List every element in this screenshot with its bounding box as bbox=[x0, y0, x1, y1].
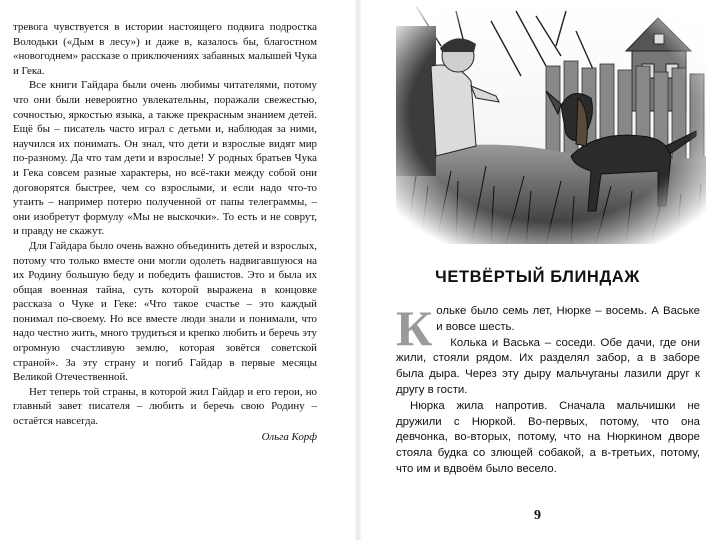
right-paragraph-3: Нюрка жила напротив. Сначала мальчишки не дружили с Нюркой. Во-первых, потому, что она девчонка, во-вторых, потому, что на Нюркином дворе стояла будка со злющей собакой, а в-третьих, потому, что им и вдвоём было весело. bbox=[396, 399, 700, 475]
left-paragraph-4: Нет теперь той страны, в которой жил Гайдар и его герои, но главный завет писателя – любить и беречь свою Родину – остаётся навсегда. bbox=[13, 385, 317, 428]
left-paragraph-1: тревога чувствуется в истории настоящего подвига подростка Володьки («Дым в лесу») и даже в, казалось бы, благостном «новогоднем» рассказе о приключениях забавных малышей Чука и Гека. bbox=[13, 21, 317, 77]
right-text-column bbox=[396, 300, 700, 478]
left-paragraph-2: Все книги Гайдара были очень любимы читателями, потому что они были невероятно увлекательны, поражали свежестью, сочностью, яркостью языка, а также прекрасным знанием детей. Ещё бы – писатель часто играл с детьми и, наблюдая за ними, научился их понимать. Он знал, что дети и взрослые видят мир по-разному. Да что там дети и взрослые! У родных братьев Чука и Гека совсем разные характеры, но всё-таки между собой они договорятся быстрее, чем со взрослыми, и если надо что-то утаить – например потерю полученной от папы телеграммы, – они изобретут формулу «Мы не выскочки». То есть и не соврут, и правду не скажут. bbox=[13, 79, 317, 238]
author-signature: Ольга Корф bbox=[261, 430, 317, 443]
right-paragraph-2: Колька и Васька – соседи. Обе дачи, где они жили, стояли рядом. Их разделял забор, а в заборе была дыра. Через эту дыру мальчуганы лазили друг к другу в гости. bbox=[396, 336, 700, 396]
left-paragraph-3: Для Гайдара было очень важно объединить детей и взрослых, потому что только вместе они могли одолеть надвигавшуюся на их Родину большую беду и победить фашистов. Это и была их общая военная тайна, суть которой выражена в концовке рассказа о Чуке и Геке: «Что такое счастье – это каждый понимал по-своему. Но все вместе люди знали и понимали, что надо честно жить, много трудиться и крепко любить и беречь эту огромную счастливую землю, которая зовётся советской страной». За эту страну и погиб Гайдар в первые месяцы Великой Отечественной. bbox=[13, 239, 317, 384]
left-text-column bbox=[13, 20, 317, 444]
drop-cap: К bbox=[396, 300, 433, 356]
dog-and-boy-illustration bbox=[396, 6, 706, 244]
right-paragraph-1-text: ольке было семь лет, Нюрке – восемь. А Ваське и вовсе шесть. bbox=[436, 305, 700, 333]
page-number: 9 bbox=[534, 508, 541, 523]
right-page bbox=[358, 0, 717, 540]
right-paragraph-1 bbox=[396, 300, 700, 356]
chapter-title: ЧЕТВЁРТЫЙ БЛИНДАЖ bbox=[435, 268, 640, 286]
left-page bbox=[0, 0, 358, 540]
